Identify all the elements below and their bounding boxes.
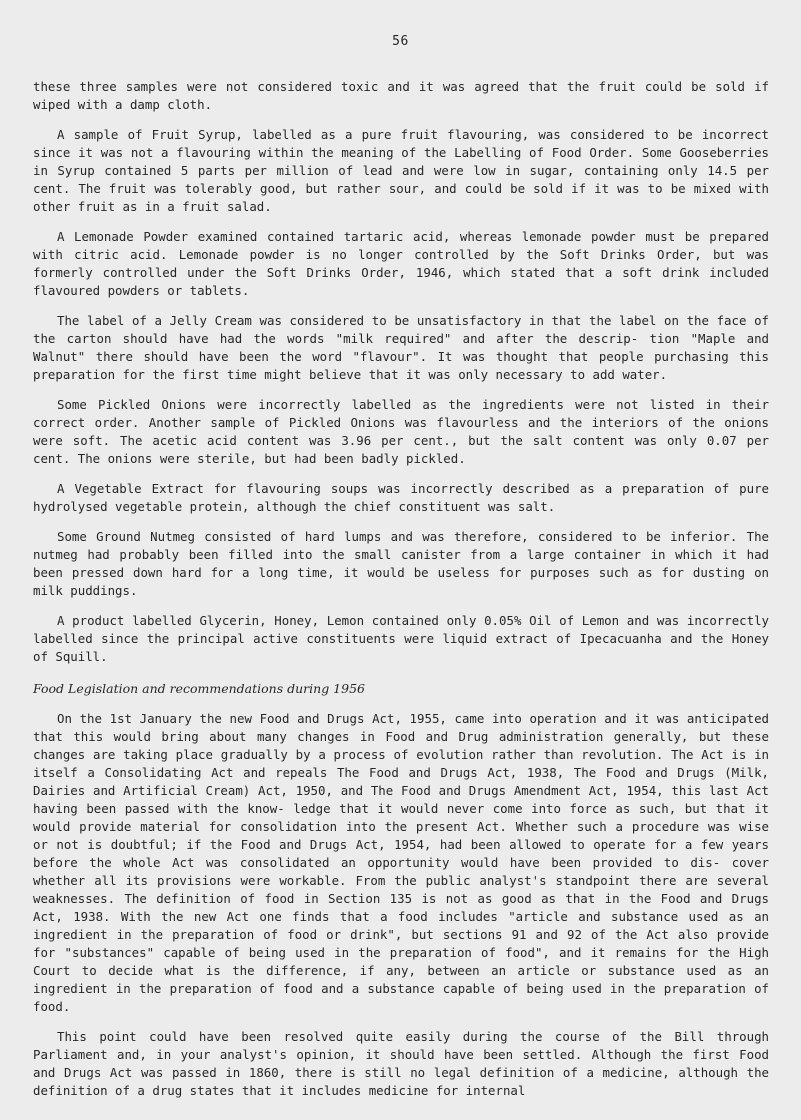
paragraph-2: A sample of Fruit Syrup, labelled as a pure fruit flavouring, was considered to be incorrect since it was not a flavouring within the meaning of the Labelling of Food Order. Some Gooseberries in Syrup contained 5 parts per million of lead and were low in sugar, containing only 14.5 per cent. The fruit was tolerably good, but rather sour, and could be sold if it was to be mixed with other fruit as in a fruit salad. xyxy=(33,127,769,214)
paragraph-4: The label of a Jelly Cream was considered to be unsatisfactory in that the label on the face of the carton should have had the words "milk required" and after the descrip- tion "Maple and Walnut" there should have been the word "flavour". It was thought that people purchasing this preparation for the first time might believe that it was only necessary to add water. xyxy=(33,313,769,382)
body-text xyxy=(33,78,769,1112)
paragraph-8: A product labelled Glycerin, Honey, Lemon contained only 0.05% Oil of Lemon and was incorrectly labelled since the principal active constituents were liquid extract of Ipecacuanha and the Honey of Squill. xyxy=(33,613,769,664)
paragraph-6: A Vegetable Extract for flavouring soups was incorrectly described as a preparation of pure hydrolysed vegetable protein, although the chief constituent was salt. xyxy=(33,481,769,514)
paragraph-7: Some Ground Nutmeg consisted of hard lumps and was therefore, considered to be inferior. The nutmeg had probably been filled into the small canister from a large container in which it had been pressed down hard for a long time, it would be useless for purposes such as for dusting on milk puddings. xyxy=(33,529,769,598)
paragraph-3: A Lemonade Powder examined contained tartaric acid, whereas lemonade powder must be prepared with citric acid. Lemonade powder is no longer controlled by the Soft Drinks Order, but was formerly controlled under the Soft Drinks Order, 1946, which stated that a soft drink included flavoured powders or tablets. xyxy=(33,229,769,298)
paragraph-9: On the 1st January the new Food and Drugs Act, 1955, came into operation and it was anticipated that this would bring about many changes in Food and Drug administration generally, but these changes are taking place gradually by a process of evolution rather than revolution. The Act is in itself a Consolidating Act and repeals The Food and Drugs Act, 1938, The Food and Drugs (Milk, Dairies and Artificial Cream) Act, 1950, and The Food and Drugs Amendment Act, 1954, this last Act having been passed with the know- ledge that it would never come into force as such, but that it would provide material for consolidation into the present Act. Whether such a procedure was wise or not is doubtful; if the Food and Drugs Act, 1954, had been allowed to operate for a few years before the whole Act was consolidated an opportunity would have been provided to dis- cover whether all its provisions were workable. From the public analyst's standpoint there are several weaknesses. The definition of food in Section 135 is not as good as that in the Food and Drugs Act, 1938. With the new Act one finds that a food includes "article and substance used as an ingredient in the preparation of food or drink", but sections 91 and 92 of the Act also provide for "substances" capable of being used in the preparation of food", and it remains for the High Court to decide what is the difference, if any, between an article or substance used as an ingredient in the preparation of food and a substance capable of being used in the preparation of food. xyxy=(33,711,769,1014)
paragraph-5: Some Pickled Onions were incorrectly labelled as the ingredients were not listed in their correct order. Another sample of Pickled Onions was flavourless and the interiors of the onions were soft. The acetic acid content was 3.96 per cent., but the salt content was only 0.07 per cent. The onions were sterile, but had been badly pickled. xyxy=(33,397,769,466)
page-number: 56 xyxy=(392,34,409,49)
paragraph-10: This point could have been resolved quite easily during the course of the Bill through Parliament and, in your analyst's opinion, it should have been settled. Although the first Food and Drugs Act was passed in 1860, there is still no legal definition of a medicine, although the definition of a drug states that it includes medicine for internal xyxy=(33,1029,769,1098)
section-heading: Food Legislation and recommendations during 1956 xyxy=(33,681,365,696)
paragraph-1: these three samples were not considered toxic and it was agreed that the fruit could be sold if wiped with a damp cloth. xyxy=(33,79,769,112)
